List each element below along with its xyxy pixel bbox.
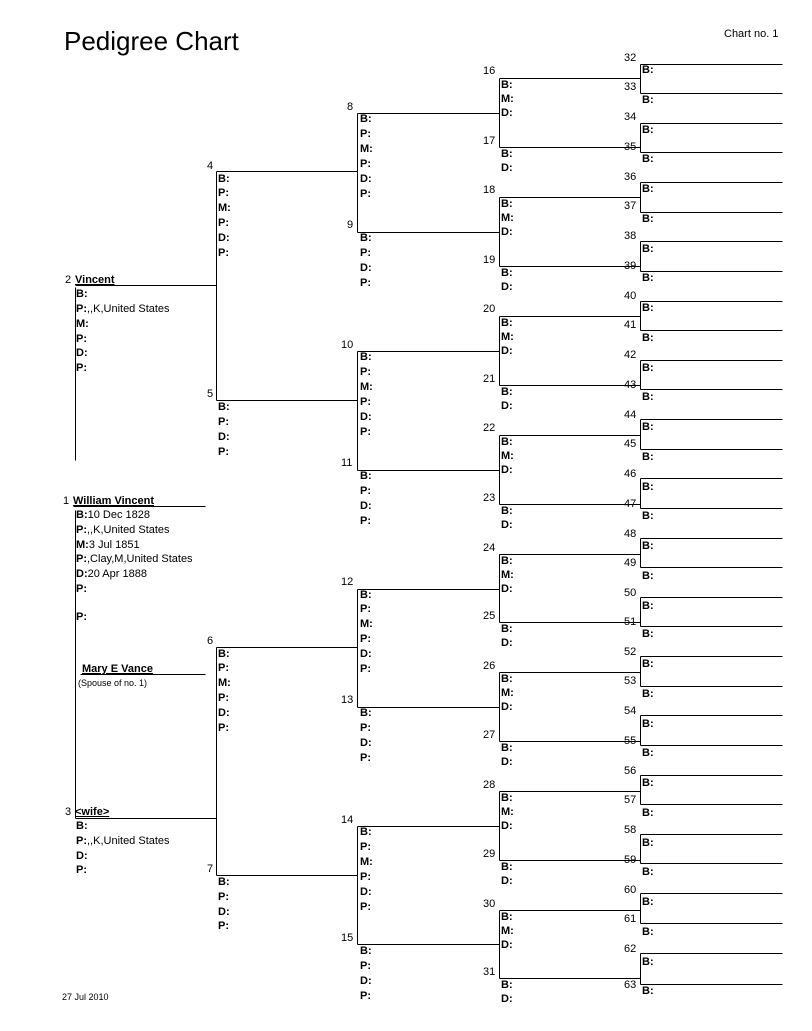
person-46-number: 46 — [624, 468, 637, 480]
person-32-number: 32 — [624, 52, 637, 64]
person-46-birth: B: — [642, 481, 654, 493]
person-13-number: 13 — [341, 694, 354, 706]
person-44-number: 44 — [624, 409, 637, 421]
person-5-birth-place: P: — [218, 416, 229, 428]
person-39-number: 39 — [624, 260, 637, 272]
person-2-death: D: — [76, 347, 88, 359]
person-2-name: Vincent — [75, 274, 115, 286]
person-57-number: 57 — [624, 794, 637, 806]
person-11-birth: B: — [360, 470, 372, 482]
person-60-number: 60 — [624, 884, 637, 896]
person-43-number: 43 — [624, 379, 637, 391]
person-52-number: 52 — [624, 646, 637, 658]
person-27-birth: B: — [501, 742, 513, 754]
person-36-number: 36 — [624, 171, 637, 183]
person-26-death: D: — [501, 701, 513, 713]
person-44-birth: B: — [642, 421, 654, 433]
person-21-number: 21 — [483, 373, 496, 385]
person-9-birth: B: — [360, 232, 372, 244]
person-26-marriage: M: — [501, 687, 514, 699]
person-17-number: 17 — [483, 135, 496, 147]
person-28-death: D: — [501, 820, 513, 832]
person-13-birth-place: P: — [360, 722, 371, 734]
person-17-death: D: — [501, 162, 513, 174]
person-50-number: 50 — [624, 587, 637, 599]
person-14-marriage: M: — [360, 856, 373, 868]
person-49-birth: B: — [642, 570, 654, 582]
person-23-death: D: — [501, 519, 513, 531]
person-19-death: D: — [501, 281, 513, 293]
person-12-marriage: M: — [360, 618, 373, 630]
person-36-birth: B: — [642, 183, 654, 195]
person-2-birth-place: P:,,K,United States — [76, 303, 170, 315]
person-23-number: 23 — [483, 492, 496, 504]
person-48-number: 48 — [624, 528, 637, 540]
person-12-birth-place: P: — [360, 603, 371, 615]
person-54-birth: B: — [642, 718, 654, 730]
person-37-number: 37 — [624, 200, 637, 212]
person-18-marriage: M: — [501, 212, 514, 224]
person-33-number: 33 — [624, 81, 637, 93]
person-10-death: D: — [360, 411, 372, 423]
person-3-death: D: — [76, 850, 88, 862]
person-38-birth: B: — [642, 243, 654, 255]
person-2-marriage-place: P: — [76, 333, 87, 345]
person-5-death-place: P: — [218, 446, 229, 458]
person-2-number: 2 — [65, 274, 72, 286]
person-53-birth: B: — [642, 688, 654, 700]
person-6-marriage: M: — [218, 677, 231, 689]
person-1-death-place: P: — [76, 583, 87, 595]
person-24-death: D: — [501, 583, 513, 595]
page-title: Pedigree Chart — [64, 26, 239, 56]
person-56-number: 56 — [624, 765, 637, 777]
person-55-number: 55 — [624, 735, 637, 747]
person-12-number: 12 — [341, 576, 354, 588]
person-10-marriage: M: — [360, 381, 373, 393]
person-5-birth: B: — [218, 401, 230, 413]
person-7-number: 7 — [207, 863, 214, 875]
person-6-marriage-place: P: — [218, 692, 229, 704]
person-60-birth: B: — [642, 896, 654, 908]
person-42-number: 42 — [624, 349, 637, 361]
person-20-number: 20 — [483, 303, 496, 315]
person-30-number: 30 — [483, 898, 496, 910]
person-19-birth: B: — [501, 267, 513, 279]
person-22-birth: B: — [501, 436, 513, 448]
person-25-number: 25 — [483, 610, 496, 622]
person-32-birth: B: — [642, 64, 654, 76]
person-4-marriage: M: — [218, 202, 231, 214]
person-22-death: D: — [501, 464, 513, 476]
person-31-number: 31 — [483, 966, 496, 978]
person-31-birth: B: — [501, 979, 513, 991]
person-10-birth-place: P: — [360, 366, 371, 378]
person-14-number: 14 — [341, 814, 354, 826]
person-1-marriage-place: P:,Clay,M,United States — [76, 553, 193, 565]
person-16-number: 16 — [483, 65, 496, 77]
person-9-birth-place: P: — [360, 247, 371, 259]
person-35-number: 35 — [624, 141, 637, 153]
person-20-marriage: M: — [501, 331, 514, 343]
person-6-death-place: P: — [218, 722, 229, 734]
person-34-number: 34 — [624, 111, 637, 123]
person-20-death: D: — [501, 345, 513, 357]
person-1-death: D:20 Apr 1888 — [76, 568, 147, 580]
person-12-death: D: — [360, 648, 372, 660]
person-15-number: 15 — [341, 932, 354, 944]
person-16-death: D: — [501, 107, 513, 119]
person-62-birth: B: — [642, 956, 654, 968]
person-31-death: D: — [501, 993, 513, 1005]
person-30-death: D: — [501, 939, 513, 951]
person-27-death: D: — [501, 756, 513, 768]
person-3-name: <wife> — [75, 806, 110, 818]
person-1-birth-place: P:,,K,United States — [76, 524, 170, 536]
print-date: 27 Jul 2010 — [62, 992, 109, 1002]
person-52-birth: B: — [642, 658, 654, 670]
spouse-note: (Spouse of no. 1) — [78, 678, 148, 688]
person-29-birth: B: — [501, 861, 513, 873]
person-12-death-place: P: — [360, 663, 371, 675]
person-55-birth: B: — [642, 747, 654, 759]
person-62-number: 62 — [624, 943, 637, 955]
person-4-marriage-place: P: — [218, 217, 229, 229]
person-16-marriage: M: — [501, 93, 514, 105]
person-25-birth: B: — [501, 623, 513, 635]
person-30-birth: B: — [501, 911, 513, 923]
person-14-death: D: — [360, 886, 372, 898]
person-41-number: 41 — [624, 319, 637, 331]
person-9-number: 9 — [347, 219, 354, 231]
person-13-death: D: — [360, 737, 372, 749]
person-35-birth: B: — [642, 153, 654, 165]
person-3-birth-place: P:,,K,United States — [76, 835, 170, 847]
person-63-number: 63 — [624, 979, 637, 991]
person-28-number: 28 — [483, 779, 496, 791]
person-42-birth: B: — [642, 362, 654, 374]
person-33-birth: B: — [642, 94, 654, 106]
person-22-number: 22 — [483, 422, 496, 434]
person-10-death-place: P: — [360, 426, 371, 438]
person-7-birth: B: — [218, 876, 230, 888]
person-3-death-place: P: — [76, 864, 87, 876]
person-8-marriage-place: P: — [360, 158, 371, 170]
person-24-number: 24 — [483, 542, 496, 554]
person-2-death-place: P: — [76, 362, 87, 374]
person-13-birth: B: — [360, 707, 372, 719]
person-1-marriage: M:3 Jul 1851 — [76, 539, 140, 551]
person-13-death-place: P: — [360, 752, 371, 764]
person-4-number: 4 — [207, 160, 214, 172]
person-3-number: 3 — [65, 806, 72, 818]
person-7-birth-place: P: — [218, 891, 229, 903]
person-43-birth: B: — [642, 391, 654, 403]
person-20-birth: B: — [501, 317, 513, 329]
person-56-birth: B: — [642, 777, 654, 789]
person-22-marriage: M: — [501, 450, 514, 462]
person-14-birth-place: P: — [360, 841, 371, 853]
chart-number: Chart no. 1 — [724, 28, 779, 40]
person-37-birth: B: — [642, 213, 654, 225]
person-1-burial-place: P: — [76, 611, 87, 623]
spouse-name: Mary E Vance — [82, 663, 153, 675]
person-51-number: 51 — [624, 616, 637, 628]
person-2-marriage: M: — [76, 318, 89, 330]
person-54-number: 54 — [624, 705, 637, 717]
person-1-birth: B:10 Dec 1828 — [76, 509, 150, 521]
person-57-birth: B: — [642, 807, 654, 819]
person-26-birth: B: — [501, 673, 513, 685]
person-12-marriage-place: P: — [360, 633, 371, 645]
person-45-number: 45 — [624, 438, 637, 450]
person-14-death-place: P: — [360, 901, 371, 913]
person-51-birth: B: — [642, 628, 654, 640]
person-8-birth-place: P: — [360, 128, 371, 140]
person-24-birth: B: — [501, 555, 513, 567]
person-4-death: D: — [218, 232, 230, 244]
person-14-birth: B: — [360, 826, 372, 838]
person-11-death-place: P: — [360, 515, 371, 527]
person-41-birth: B: — [642, 332, 654, 344]
person-38-number: 38 — [624, 230, 637, 242]
person-29-number: 29 — [483, 848, 496, 860]
person-30-marriage: M: — [501, 925, 514, 937]
person-1-name: William Vincent — [73, 495, 154, 507]
person-10-marriage-place: P: — [360, 396, 371, 408]
person-28-birth: B: — [501, 792, 513, 804]
person-61-number: 61 — [624, 913, 637, 925]
person-1-number: 1 — [63, 495, 70, 507]
person-10-number: 10 — [341, 339, 354, 351]
person-27-number: 27 — [483, 729, 496, 741]
person-8-birth: B: — [360, 113, 372, 125]
person-23-birth: B: — [501, 505, 513, 517]
person-29-death: D: — [501, 875, 513, 887]
person-4-birth: B: — [218, 173, 230, 185]
person-21-birth: B: — [501, 386, 513, 398]
person-59-birth: B: — [642, 866, 654, 878]
person-58-birth: B: — [642, 837, 654, 849]
person-15-death-place: P: — [360, 990, 371, 1002]
person-34-birth: B: — [642, 124, 654, 136]
person-47-number: 47 — [624, 498, 637, 510]
person-8-death: D: — [360, 173, 372, 185]
person-15-death: D: — [360, 975, 372, 987]
person-19-number: 19 — [483, 254, 496, 266]
person-11-birth-place: P: — [360, 485, 371, 497]
person-39-birth: B: — [642, 272, 654, 284]
person-40-birth: B: — [642, 302, 654, 314]
person-3-birth: B: — [76, 820, 88, 832]
person-6-birth: B: — [218, 648, 230, 660]
person-11-death: D: — [360, 500, 372, 512]
person-17-birth: B: — [501, 148, 513, 160]
person-59-number: 59 — [624, 854, 637, 866]
person-8-marriage: M: — [360, 143, 373, 155]
person-8-death-place: P: — [360, 188, 371, 200]
person-5-death: D: — [218, 431, 230, 443]
person-28-marriage: M: — [501, 806, 514, 818]
person-24-marriage: M: — [501, 569, 514, 581]
person-5-number: 5 — [207, 388, 214, 400]
person-50-birth: B: — [642, 600, 654, 612]
person-21-death: D: — [501, 400, 513, 412]
person-15-birth: B: — [360, 945, 372, 957]
person-12-birth: B: — [360, 589, 372, 601]
person-48-birth: B: — [642, 540, 654, 552]
person-2-birth: B: — [76, 288, 88, 300]
person-8-number: 8 — [347, 101, 354, 113]
person-10-birth: B: — [360, 351, 372, 363]
person-7-death: D: — [218, 906, 230, 918]
person-9-death-place: P: — [360, 277, 371, 289]
person-61-birth: B: — [642, 926, 654, 938]
person-40-number: 40 — [624, 290, 637, 302]
person-18-birth: B: — [501, 198, 513, 210]
person-18-death: D: — [501, 226, 513, 238]
person-63-birth: B: — [642, 985, 654, 997]
person-14-marriage-place: P: — [360, 871, 371, 883]
person-25-death: D: — [501, 637, 513, 649]
person-4-death-place: P: — [218, 247, 229, 259]
person-47-birth: B: — [642, 510, 654, 522]
person-58-number: 58 — [624, 824, 637, 836]
person-6-death: D: — [218, 707, 230, 719]
person-4-birth-place: P: — [218, 187, 229, 199]
person-6-number: 6 — [207, 635, 214, 647]
person-11-number: 11 — [341, 457, 353, 469]
person-18-number: 18 — [483, 184, 496, 196]
person-49-number: 49 — [624, 557, 637, 569]
person-9-death: D: — [360, 262, 372, 274]
person-45-birth: B: — [642, 451, 654, 463]
person-53-number: 53 — [624, 675, 637, 687]
person-16-birth: B: — [501, 79, 513, 91]
person-15-birth-place: P: — [360, 960, 371, 972]
person-7-death-place: P: — [218, 920, 229, 932]
person-6-birth-place: P: — [218, 662, 229, 674]
person-26-number: 26 — [483, 660, 496, 672]
